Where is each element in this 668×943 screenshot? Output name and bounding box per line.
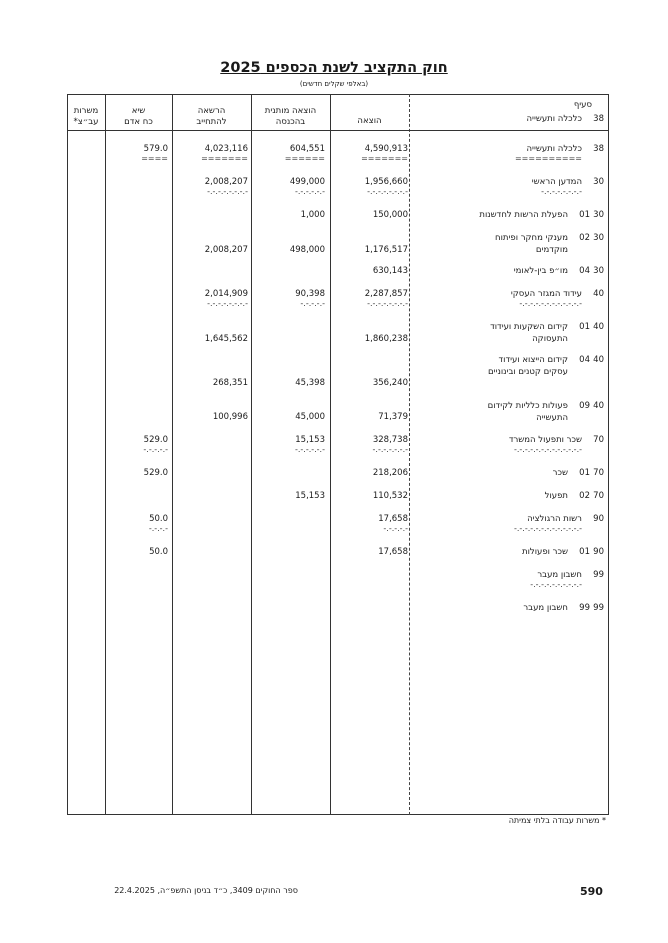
row-name: המדען הראשי [531,177,582,187]
page-subtitle: (באלפי שקלים חדשים) [299,80,369,88]
row-peak: 579.0 [143,144,168,154]
row-code-secondary: 02 [579,491,590,501]
row-conditional-underline: ====== [284,154,325,163]
row-authorization-underline: -.-.-.-.-.-.-.- [207,299,248,308]
row-authorization: 100,996 [212,412,248,422]
header-positions-line1: משרות [73,106,99,116]
row-expense-underline: ======= [361,154,408,163]
row-expense: 1,176,517 [364,245,408,255]
row-name-underline: ========== [514,154,582,163]
row-peak: 529.0 [143,435,168,445]
row-expense: 110,532 [372,491,408,501]
row-name: מו״פ בין-לאומי [513,266,568,276]
row-name: הפעלת הרשות לחדשנות [479,210,568,220]
row-name: כלכלה ותעשייה [526,144,582,154]
row-expense-underline: -.-.-.-.-.-.-.- [367,299,408,308]
row-code-primary: 70 [593,435,604,445]
page-number: 590 [580,885,603,898]
row-expense: 150,000 [372,210,408,220]
row-conditional: 498,000 [289,245,325,255]
header-peak-line1: שיא [131,106,146,116]
row-name-underline: -.-.-.-.-.-.-.-.-.-.-.-.- [513,524,582,533]
row-conditional: 1,000 [300,210,325,220]
row-code-primary: 90 [593,514,604,524]
row-name: תפעול [544,491,568,501]
row-code-primary: 38 [593,144,604,154]
row-conditional: 45,000 [295,412,325,422]
row-expense: 2,287,857 [364,289,408,299]
row-expense: 630,143 [372,266,408,276]
row-code-primary: 99 [593,603,604,613]
row-authorization: 4,023,116 [204,144,248,154]
row-expense-underline: -.-.-.-.-.-.-.- [367,187,408,196]
row-authorization-underline: ======= [201,154,248,163]
row-code-primary: 40 [593,289,604,299]
header-divider [67,130,609,131]
row-code-primary: 40 [593,355,604,365]
row-name: רשות הרגולציה [527,514,582,524]
row-name: קידום השקעות ועידוד התעסוקה [490,322,568,344]
row-code-primary: 90 [593,547,604,557]
row-code-primary: 99 [593,570,604,580]
row-expense: 71,379 [378,412,408,422]
row-conditional: 45,398 [295,378,325,388]
row-code-secondary: 99 [579,603,590,613]
row-expense: 17,658 [378,547,408,557]
row-conditional-underline: -.-.-.-.- [300,299,325,308]
header-authorization-line1: הרשאה [197,106,226,116]
row-code-secondary: 09 [579,401,590,411]
row-conditional: 90,398 [295,289,325,299]
row-conditional-underline: -.-.-.-.-.- [294,187,325,196]
row-conditional: 15,153 [295,435,325,445]
row-peak-underline: -.-.-.-.- [143,445,168,454]
row-code-secondary: 01 [579,547,590,557]
header-conditional-line2: בהכנסה [275,117,306,127]
row-expense: 17,658 [378,514,408,524]
row-authorization-underline: -.-.-.-.-.-.-.- [207,187,248,196]
row-name-underline: -.-.-.-.-.-.-.-.-.-.-.- [519,299,582,308]
row-peak: 529.0 [143,468,168,478]
row-expense: 218,206 [372,468,408,478]
row-expense: 1,956,660 [364,177,408,187]
row-code-secondary: 04 [579,355,590,365]
row-name: קידום הייצוא ועידוד עסקים קטנים ובינוניים [488,355,568,377]
row-name-underline: -.-.-.-.-.-.-.-.-.-.-.-.- [513,445,582,454]
row-code-primary: 70 [593,491,604,501]
row-expense-underline: -.-.-.-.- [383,524,408,533]
row-code-primary: 30 [593,210,604,220]
header-section-code: 38 [593,114,604,124]
header-section-label: סעיף [573,100,592,110]
row-name-underline: -.-.-.-.-.-.-.-.-.- [530,580,582,589]
row-conditional-underline: -.-.-.-.-.- [294,445,325,454]
row-code-primary: 30 [593,233,604,243]
header-section-name: כלכלה ותעשייה [526,114,582,124]
header-conditional-line1: הוצאה מותנית [264,106,317,116]
row-code-secondary: 01 [579,322,590,332]
row-code-secondary: 01 [579,468,590,478]
row-code-secondary: 04 [579,266,590,276]
row-peak: 50.0 [149,547,168,557]
row-code-primary: 30 [593,177,604,187]
row-authorization: 1,645,562 [204,334,248,344]
row-peak-underline: ==== [141,154,168,163]
row-expense: 328,738 [372,435,408,445]
row-name: חשבון מעבר [537,570,582,580]
column-divider [172,94,173,815]
row-code-primary: 40 [593,401,604,411]
row-expense: 4,590,913 [364,144,408,154]
footnote: * משרות עבודה בלתי צמיתה [508,816,606,825]
row-conditional: 499,000 [289,177,325,187]
row-expense: 1,860,238 [364,334,408,344]
row-name-underline: -.-.-.-.-.-.-.- [541,187,582,196]
row-authorization: 2,008,207 [204,177,248,187]
header-authorization-line2: להתחייב [196,117,227,127]
row-name: שכר ותפעול המשרד [508,435,582,445]
row-code-secondary: 01 [579,210,590,220]
row-authorization: 2,008,207 [204,245,248,255]
row-name: פעולות כלליות לקידום התעשייה [487,401,568,423]
row-authorization: 268,351 [212,378,248,388]
row-authorization: 2,014,909 [204,289,248,299]
row-name: שכר ופעולות [521,547,568,557]
row-code-primary: 30 [593,266,604,276]
row-expense-underline: -.-.-.-.-.-.- [372,445,408,454]
row-conditional: 604,551 [289,144,325,154]
row-name: מענקי מחקר ופיתוח מוקדמים [495,233,568,255]
row-code-primary: 40 [593,322,604,332]
header-peak-line2: כח אדם [124,117,153,127]
row-code-secondary: 02 [579,233,590,243]
header-expense: הוצאה [357,116,382,126]
row-peak: 50.0 [149,514,168,524]
page-title: חוק התקציב לשנת הכספים 2025 [220,60,448,76]
header-positions-line2: עב״צ* [73,117,99,127]
row-peak-underline: -.-.-.- [148,524,168,533]
row-name: חשבון מעבר [523,603,568,613]
row-conditional: 15,153 [295,491,325,501]
row-expense: 356,240 [372,378,408,388]
row-name: שכר [552,468,568,478]
publication-reference: ספר החוקים 3409, כ״ד בניסן התשפ״ה, 22.4.2025 [114,886,298,895]
row-code-primary: 70 [593,468,604,478]
column-divider [409,94,410,815]
row-name: עידוד המגזר העסקי [510,289,582,299]
